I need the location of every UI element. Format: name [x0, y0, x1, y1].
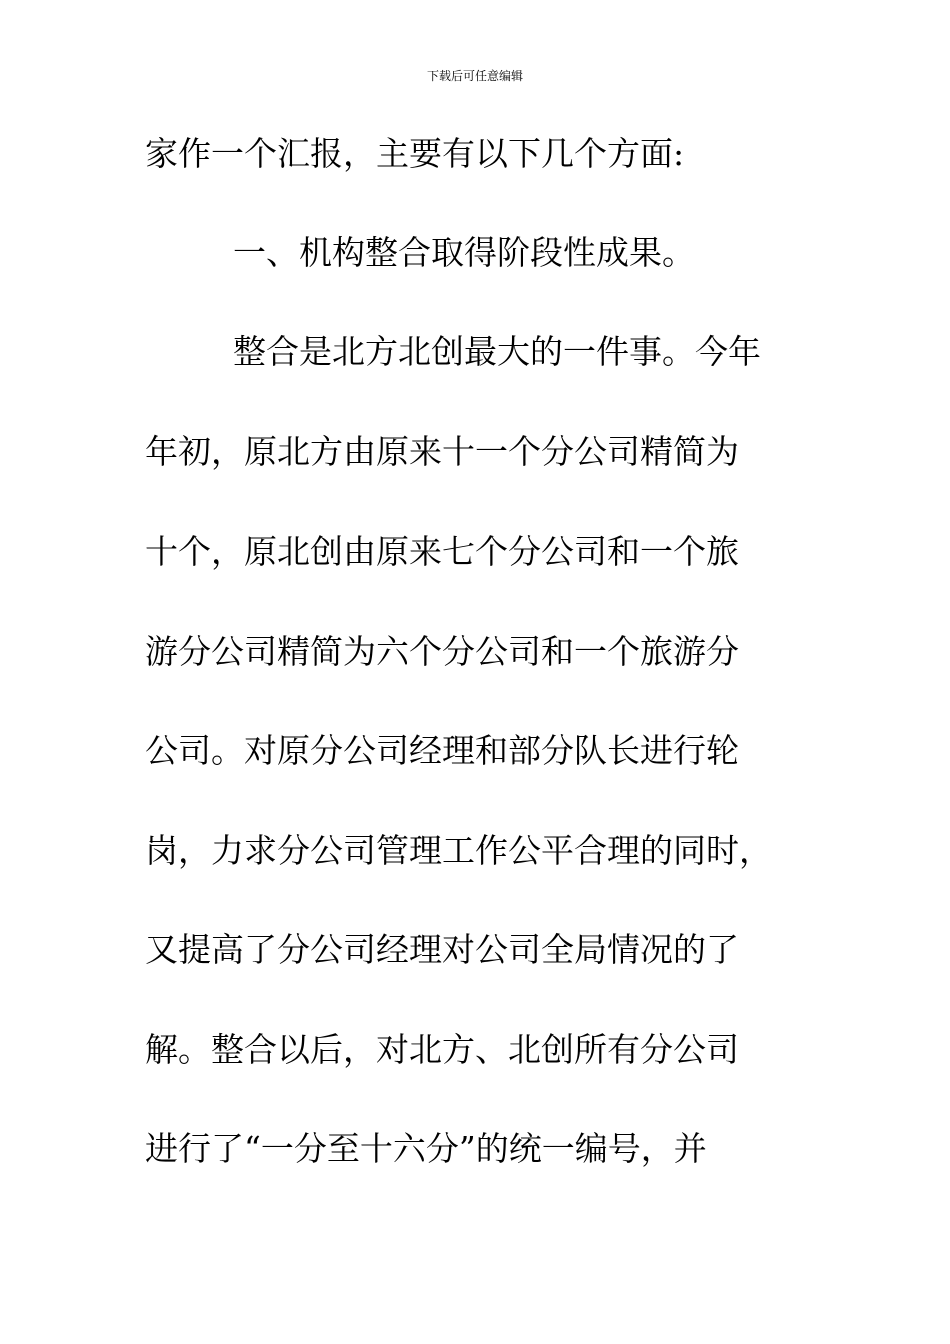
section-heading: 一、机构整合取得阶段性成果。 — [233, 233, 695, 272]
text-line: 岗，力求分公司管理工作公平合理的同时， — [145, 831, 772, 870]
paragraph-first-line: 整合是北方北创最大的一件事。今年 — [233, 332, 761, 371]
page-header: 下载后可任意编辑 — [426, 69, 523, 83]
text-line: 又提高了分公司经理对公司全局情况的了 — [145, 930, 739, 969]
text-line: 十个，原北创由原来七个分公司和一个旅 — [145, 532, 739, 571]
text-line: 家作一个汇报，主要有以下几个方面: — [145, 134, 685, 173]
text-line: 公司。对原分公司经理和部分队长进行轮 — [145, 731, 739, 770]
text-line: 解。整合以后，对北方、北创所有分公司 — [145, 1030, 739, 1069]
text-line: 进行了“一分至十六分”的统一编号，并 — [145, 1129, 707, 1168]
text-line: 游分公司精简为六个分公司和一个旅游分 — [145, 632, 739, 671]
text-line: 年初，原北方由原来十一个分公司精简为 — [145, 432, 739, 471]
